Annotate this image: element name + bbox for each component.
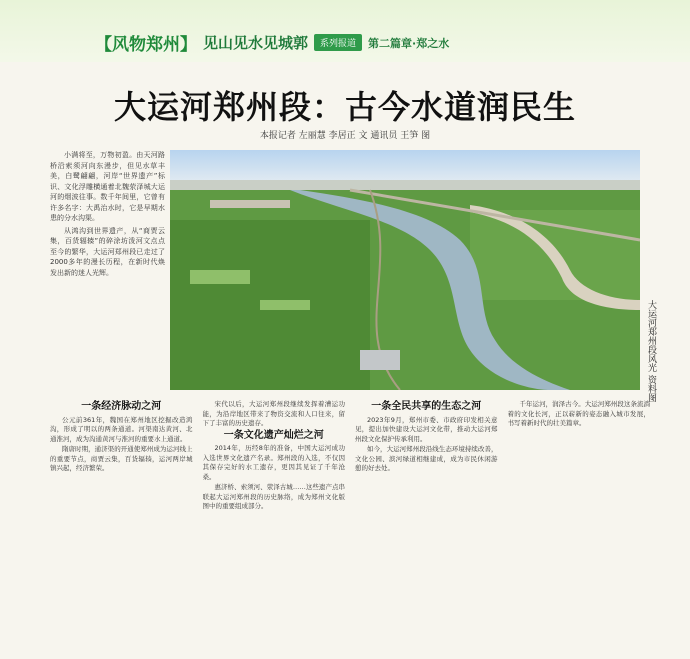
paragraph: 隋唐时期，通济渠的开通使郑州成为运河线上的重要节点，商贾云集，百货辐辏，运河两岸城镇兴起，经济繁荣。 xyxy=(50,445,193,472)
lead-paragraph: 小满将至，万物初盈。由天河路桥沿索须河向东漫步，但见水草丰美，白鹭翩翩，河岸“世界遗产”标识、文化浮雕横通着北魏荥泽城大运河的烟波往事。数千年间里，它曾有许多名字：大禹治水时，它是早期水患的分水沟渠。 xyxy=(50,151,165,222)
column-banner xyxy=(95,30,449,55)
body-column xyxy=(50,400,193,655)
body-column xyxy=(508,400,651,655)
lead-paragraph: 从鸿沟到世界遗产，从“商贾云集，百货辐辏”的碎涂坊泼河文点点至今的繁华，大运河郑州段已走过了2000多年的漫长历程，在新时代焕发出新的迷人光辉。 xyxy=(50,226,165,277)
headline: 大运河郑州段：古今水道润民生 xyxy=(113,88,576,126)
paragraph: 惠济桥、索须河、荥泽古城……这些遗产点串联起大运河郑州段的历史脉络，成为郑州文化版图中的重要组成部分。 xyxy=(202,483,345,510)
section-title: 一条全民共享的生态之河 xyxy=(371,401,482,412)
issue-label: 第二篇章·郑之水 xyxy=(368,36,450,50)
section-title: 一条经济脉动之河 xyxy=(81,401,162,412)
paragraph: 2023年9月，郑州市委、市政府印发相关意见，提出加快建设大运河文化带，推动大运河郑州段文化保护传承利用。 xyxy=(355,415,498,443)
page-header xyxy=(0,0,690,62)
paragraph: 公元前361年，魏国在郑州地区挖掘改造鸿沟，形成了明以的两条通道。河渠南达黄河、北通淮河，成为沟通黄河与淮河的重要水上通道。 xyxy=(50,415,193,443)
aerial-photo-drawing xyxy=(170,150,640,390)
paragraph: 2014年，历经8年的准备，中国大运河成功入选世界文化遗产名录。郑州段的入选，不仅因其保存完好的水工遗存，更因其见证了千年沧桑。 xyxy=(202,444,345,481)
paragraph: 千年运河，润泽古今。大运河郑州段这条流淌着的文化长河，正以崭新的姿态融入城市发展，书写着新时代的壮美篇章。 xyxy=(507,400,650,427)
photo-credit: 大运河郑州段风光 资料图 xyxy=(646,300,656,402)
byline: 本报记者 左丽慧 李居正 文 通讯员 王笋 图 xyxy=(259,131,431,141)
section-title: 一条文化遗产灿烂之河 xyxy=(223,429,324,441)
body-column xyxy=(203,400,346,655)
lead-column xyxy=(50,150,165,388)
column-name: 【风物郑州】 xyxy=(95,35,197,55)
series-title: 见山见水见城郭 xyxy=(203,34,309,52)
body-column xyxy=(355,400,498,655)
series-tag: 系列报道 xyxy=(314,34,362,51)
paragraph: 宋代以后，大运河郑州段继续发挥着漕运功能，为沿岸地区带来了物资交流和人口往来，留下了丰富的历史遗存。 xyxy=(202,400,345,427)
aerial-photo xyxy=(170,150,640,390)
article-body xyxy=(50,400,650,655)
paragraph: 如今，大运河郑州段沿线生态环境持续改善，文化公园、滨河绿道相继建成，成为市民休闲游憩的好去处。 xyxy=(355,445,498,472)
